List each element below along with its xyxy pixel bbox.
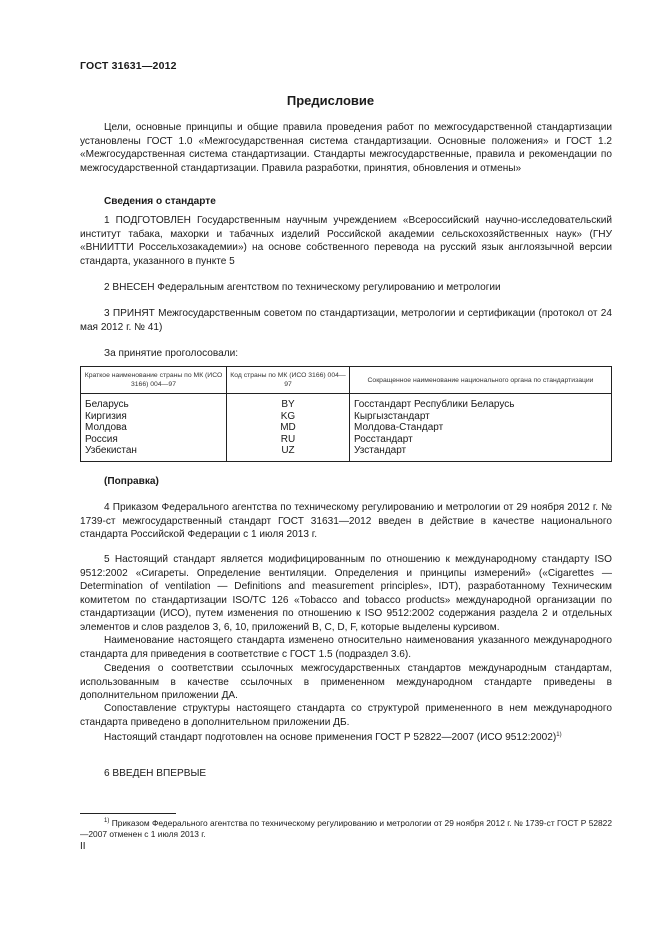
item-5-title-note: Наименование настоящего стандарта изменено относительно наименования указанного международного стандарта для приведения в соответствие с ГОСТ 1.5 (подраздел 3.6). [80, 635, 612, 660]
item-5-references-note: Сведения о соответствии ссылочных межгосударственных стандартов международным стандартам, использованным в качестве ссылочных в примененном международном стандарте приведены в дополнительном приложении ДА. [80, 663, 612, 702]
item-5-structure-note: Сопоставление структуры настоящего стандарта со структурой примененного в нем международного стандарта приведено в дополнительном приложении ДБ. [80, 703, 612, 728]
table-row [81, 445, 612, 461]
item-2-paragraph: 2 ВНЕСЕН Федеральным агентством по техническому регулированию и метрологии [104, 282, 501, 293]
page-title: Предисловие [286, 93, 375, 108]
vote-table-header [81, 367, 612, 394]
item-1-paragraph: 1 ПОДГОТОВЛЕН Государственным научным учреждением «Всероссийский научно-исследовательский институт табака, махорки и табачных изделий Российской академии сельскохозяйственных наук» (ГНУ «ВНИИТТИ Россельхозакадемии») на основе собственного перевода на русский язык англоязычной версии стандарта, указанного в пункте 5 [80, 215, 612, 267]
page-number: II [80, 841, 86, 852]
cell-body: Кыргызстандарт [350, 411, 612, 423]
cell-country: Молдова [81, 422, 227, 434]
cell-body: Узстандарт [350, 445, 612, 461]
table-row [81, 434, 612, 446]
item-6-paragraph: 6 ВВЕДЕН ВПЕРВЫЕ [104, 768, 207, 779]
cell-country: Беларусь [81, 394, 227, 411]
table-row [81, 411, 612, 423]
cell-code: BY [227, 394, 350, 411]
cell-code: MD [227, 422, 350, 434]
item-4-paragraph: 4 Приказом Федерального агентства по техническому регулированию и метрологии от 29 ноября 2012 г. № 1739-ст межгосударственный стандарт ГОСТ 31631—2012 введен в действие в качестве национального стандарта Российской Федерации с 1 июля 2013 г. [80, 502, 612, 541]
footnote-ref: 1) [556, 732, 562, 738]
cell-country: Россия [81, 434, 227, 446]
intro-paragraph: Цели, основные принципы и общие правила проведения работ по межгосударственной стандартизации установлены ГОСТ 1.0 «Межгосударственная система стандартизации. Основные положения» и ГОСТ 1.2 «Межгосударственная система стандартизации. Стандарты межгосударственные, правила и рекомендации по межгосударственной стандартизации. Правила разработки, принятия, обновления и отмены» [80, 122, 612, 174]
footnote-mark: 1) [104, 818, 110, 824]
footnote-text: Приказом Федерального агентства по техническому регулированию и метрологии от 29 ноября 2012 г. № 1739-ст ГОСТ Р 52822—2007 отменен с 1 июля 2013 г. [80, 818, 612, 840]
cell-country: Киргизия [81, 411, 227, 423]
cell-code: UZ [227, 445, 350, 461]
footnote [80, 816, 612, 840]
footnote-divider [80, 813, 176, 814]
amendment-label: (Поправка) [104, 476, 159, 487]
vote-intro: За принятие проголосовали: [104, 348, 239, 359]
cell-body: Госстандарт Республики Беларусь [350, 394, 612, 411]
basis-text: Настоящий стандарт подготовлен на основе применения ГОСТ Р 52822—2007 (ИСО 9512:2002) [104, 732, 557, 743]
item-5-paragraph: 5 Настоящий стандарт является модифицированным по отношению к международному стандарту ISO 9512:2002 «Сигареты. Определение вентиляции. Определения и принципы измерений» («Cigarettes — Determination of ventilation — Definitions and measurement principles», IDT), разработанному Техническим комитетом по стандартизации ISO/TC 126 «Tobacco and tobacco products» международной организации по стандартизации (ИСО), путем изменения по отношению к ISO 9512:2002 содержания раздела 2 и отдельных элементов и слов разделов 3, 6, 10, приложений B, C, D, F, которые выделены курсивом. [80, 554, 612, 633]
doc-code-header: ГОСТ 31631—2012 [80, 60, 177, 72]
col-header-country: Краткое наименование страны по МК (ИСО 3166) 004—97 [81, 367, 227, 394]
col-header-code: Код страны по МК (ИСО 3166) 004—97 [227, 367, 350, 394]
table-row [81, 422, 612, 434]
item-5-basis-note [80, 729, 612, 745]
cell-code: RU [227, 434, 350, 446]
cell-code: KG [227, 411, 350, 423]
table-row [81, 394, 612, 411]
cell-body: Молдова-Стандарт [350, 422, 612, 434]
col-header-body: Сокращенное наименование национального органа по стандартизации [350, 367, 612, 394]
item-3-paragraph: 3 ПРИНЯТ Межгосударственным советом по стандартизации, метрологии и сертификации (протокол от 24 мая 2012 г. № 41) [80, 308, 612, 333]
vote-table [80, 366, 612, 462]
cell-country: Узбекистан [81, 445, 227, 461]
cell-body: Росстандарт [350, 434, 612, 446]
section-heading: Сведения о стандарте [104, 196, 216, 207]
